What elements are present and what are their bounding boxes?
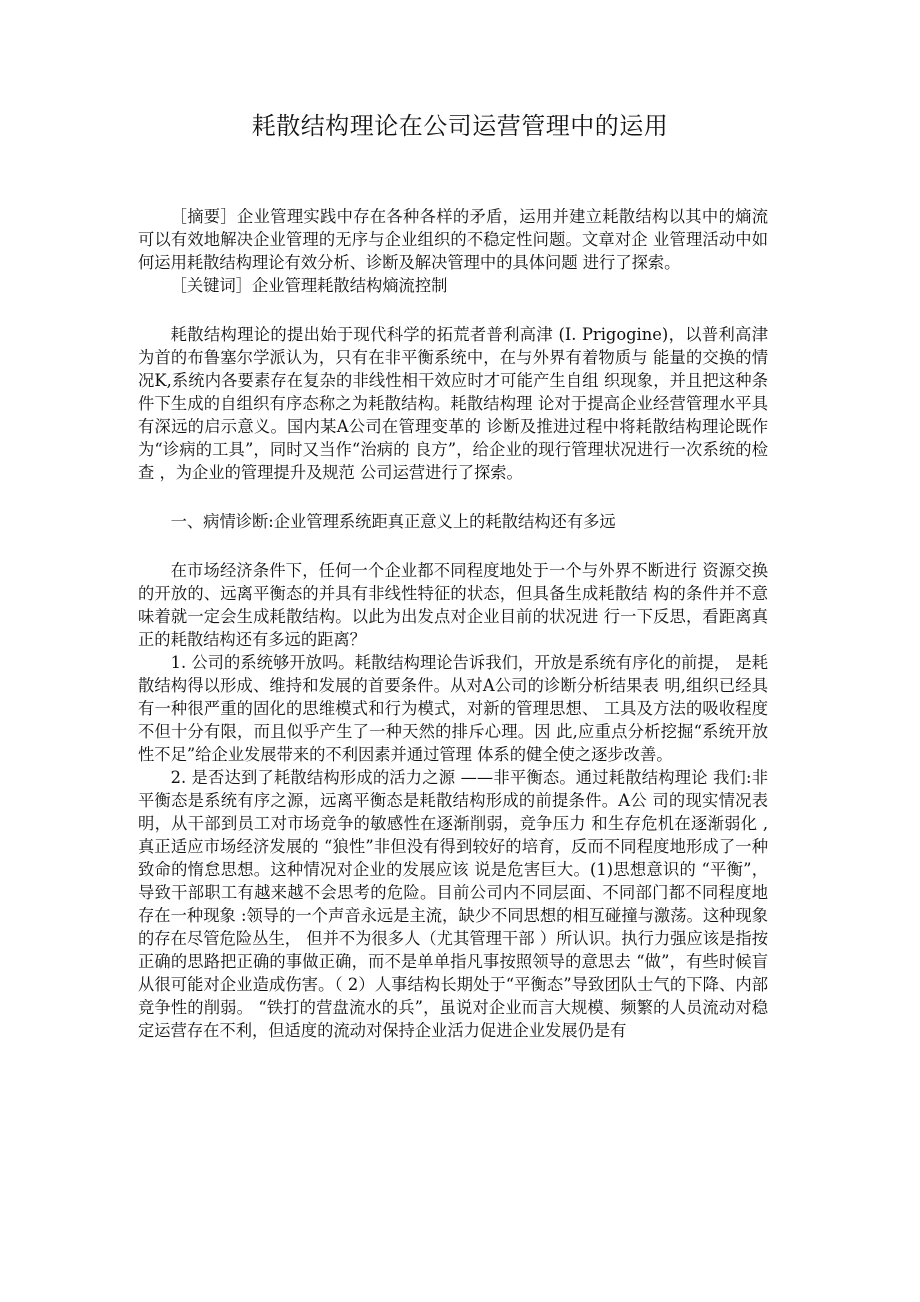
point-two-paragraph: 2. 是否达到了耗散结构形成的活力之源 ——非平衡态。通过耗散结构理论 我们:非平衡态是系统有序之源，远离平衡态是耗散结构形成的前提条件。A公 司的现实情况表明，从干部到员工对市场竞争的敏感性在逐渐削弱，竞争压力 和生存危机在逐渐弱化 ,真正适应市场经济发展的 “狼性”非但没有得到较好的培育，反而不同程度地形成了一种致命的惰怠思想。这种情况对企业的发展应该 说是危害巨大。(1)思想意识的 “平衡”，导致干部职工有越来越不会思考的危险。目前公司内不同层面、不同部门都不同程度地存在一种现象 :领导的一个声音永远是主流，缺少不同思想的相互碰撞与激荡。这种现象的存在尽管危险丛生， 但并不为很多人（尤其管理干部 ）所认识。执行力强应该是指按正确的思路把正确的事做正确，而不是单单指凡事按照领导的意思去 “做”，有些时候盲从很可能对企业造成伤害。（ 2）人事结构长期处于“平衡态”导致团队士气的下降、内部竞争性的削弱。 “铁打的营盘流水的兵”，虽说对企业而言大规模、频繁的人员流动对稳定运营存在不利，但适度的流动对保持企业活力促进企业发展仍是有	[138, 768, 768, 1040]
section-heading: 一、病情诊断:企业管理系统距真正意义上的耗散结构还有多远	[170, 512, 616, 531]
keywords-line: ［关键词］企业管理耗散结构熵流控制	[170, 276, 448, 295]
abstract-paragraph: ［摘要］企业管理实践中存在各种各样的矛盾，运用并建立耗散结构以其中的熵流可以有效地解决企业管理的无序与企业组织的不稳定性问题。文章对企 业管理活动中如何运用耗散结构理论有效分析、诊断及解决管理中的具体问题 进行了探索。	[138, 207, 768, 272]
document-body	[138, 205, 768, 1042]
document-title: 耗散结构理论在公司运营管理中的运用	[251, 112, 669, 140]
section-paragraph: 在市场经济条件下，任何一个企业都不同程度地处于一个与外界不断进行 资源交换的开放的、远离平衡态的并具有非线性特征的状态，但具备生成耗散结 构的条件并不意味着就一定会生成耗散结构。以此为出发点对企业目前的状况进 行一下反思，看距离真正的耗散结构还有多远的距离？	[138, 561, 768, 649]
point-one-paragraph: 1. 公司的系统够开放吗。耗散结构理论告诉我们，开放是系统有序化的前提， 是耗散结构得以形成、维持和发展的首要条件。从对A公司的诊断分析结果表 明,组织已经具有一种很严重的固化的思维模式和行为模式，对新的管理思想、 工具及方法的吸收程度不但十分有限，而且似乎产生了一种天然的排斥心理。因 此,应重点分析挖掘“系统开放性不足”给企业发展带来的不利因素并通过管理 体系的健全使之逐步改善。	[138, 653, 768, 764]
intro-paragraph: 耗散结构理论的提出始于现代科学的拓荒者普利高津 (I. Prigogine)，以普利高津为首的布鲁塞尔学派认为，只有在非平衡系统中，在与外界有着物质与 能量的交换的情况K,系统内各要素存在复杂的非线性相干效应时才可能产生自组 织现象，并且把这种条件下生成的自组织有序态称之为耗散结构。耗散结构理 论对于提高企业经营管理水平具有深远的启示意义。国内某A公司在管理变革的 诊断及推进过程中将耗散结构理论既作为“诊病的工具”，同时又当作“治病的 良方”，给企业的现行管理状况进行一次系统的检查 ，为企业的管理提升及规范 公司运营进行了探索。	[138, 325, 768, 482]
